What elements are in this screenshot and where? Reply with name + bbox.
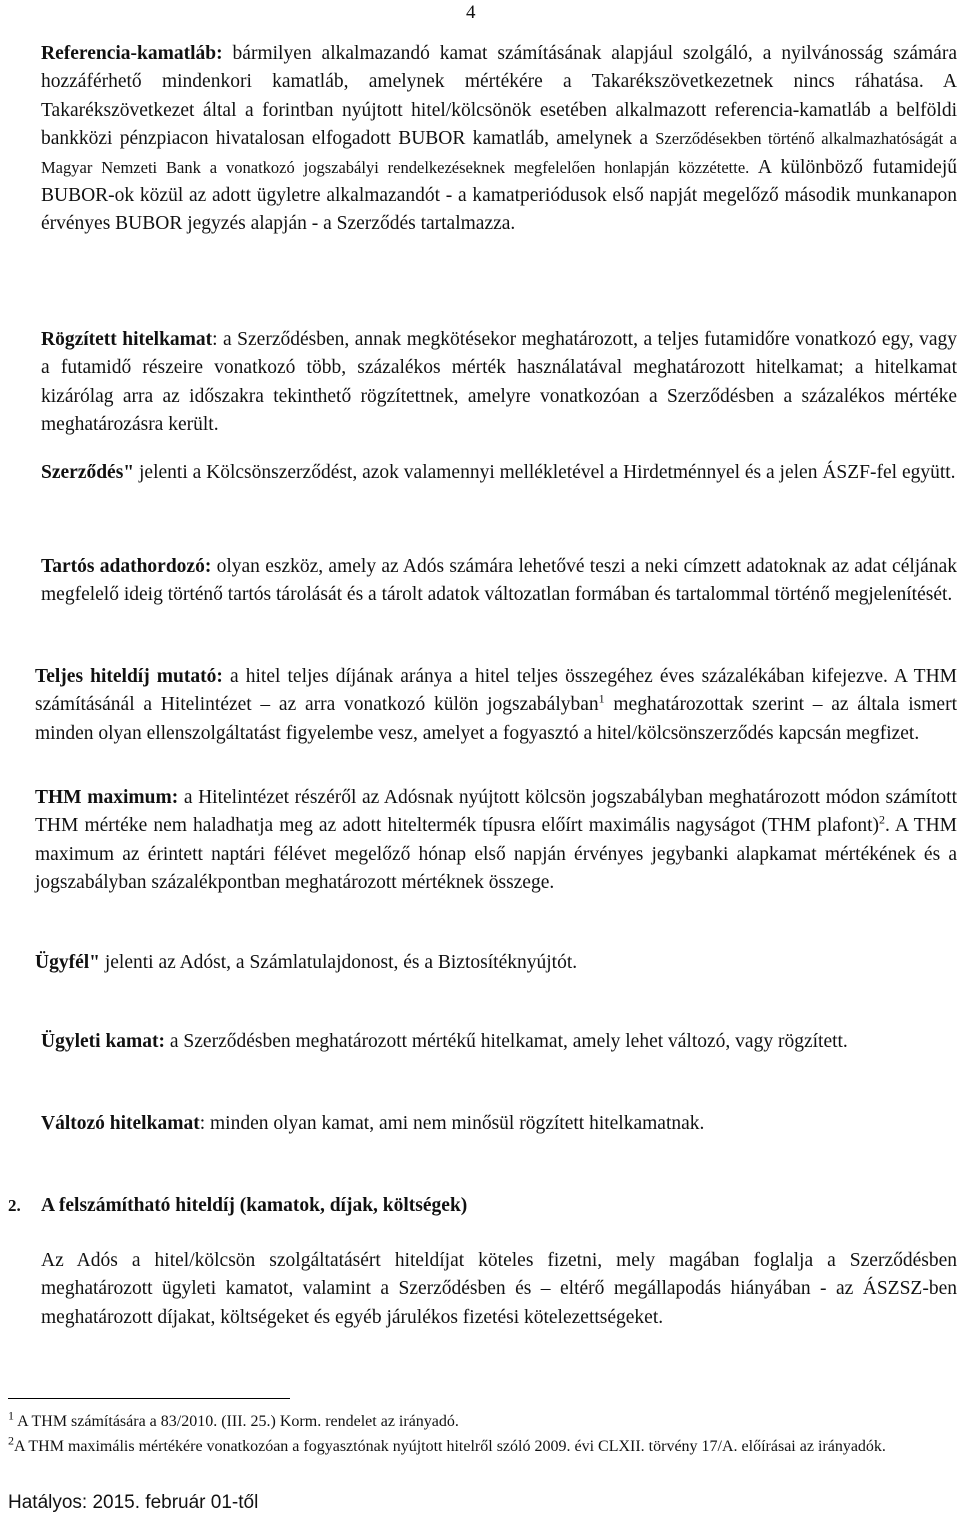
definition-ugyleti-kamat [41,1028,957,1056]
definition-valtozo-hitelkamat [41,1110,957,1138]
definition-text: bármilyen alkalmazandó kamat számításának alapjául szolgáló, a nyilvánosság számára hozzáférhető mindenkori kamatláb, amelynek mértékére a Takarékszövetkezetnek nincs ráhatása. A Takarékszövetkezet által a forintban nyújtott hitel/kölcsönök esetében alkalmazott referencia-kamatláb a belföldi bankközi pénzpiacon hivatalosan elfogadott BUBOR kamatláb, amelynek a [41,43,957,150]
page-number: 4 [466,2,476,23]
term: Ügyfél" [35,952,100,973]
definition-ugyfel [35,949,957,977]
footnote-1 [8,1409,956,1434]
term: Rögzített hitelkamat [41,329,213,350]
definition-text: a Hitelintézet részéről az Adósnak nyújtott kölcsön jogszabályban meghatározott módon számított THM mértéke nem haladhatja meg az adott hiteltermék típusra előírt maximális nagyságot (THM plafont) [35,787,957,837]
definition-szerzodes [41,459,957,487]
definition-text: olyan eszköz, amely az Adós számára lehetővé teszi a neki címzett adatoknak az adat céljának megfelelő ideig történő tartós tárolását és a tárolt adatok változatlan formában és tartalommal történő megjelenítését. [41,556,957,606]
term: Szerződés" [41,462,135,483]
definition-text: a Szerződésben meghatározott mértékű hitelkamat, amely lehet változó, vagy rögzített. [165,1031,848,1052]
section-number: 2. [8,1196,21,1215]
definition-referencia-kamatlab [41,40,957,239]
section-body: Az Adós a hitel/kölcsön szolgáltatásért hiteldíjat köteles fizetni, mely magában foglalja a Szerződésben meghatározott ügyleti kamatot, valamint a Szerződésben és – eltérő megállapodás hiányában - az ÁSZSZ-ben meghatározott díjakat, költségeket és egyéb járulékos fizetési kötelezettségeket. [41,1250,957,1328]
footnote-ref[interactable]: 1 [598,691,605,706]
definition-text: : minden olyan kamat, ami nem minősül rögzített hitelkamatnak. [199,1113,705,1134]
definition-teljes-hiteldij-mutato [35,663,957,748]
footnote-marker: 1 [8,1408,14,1423]
term: Változó hitelkamat [41,1113,200,1134]
footnote-marker: 2 [8,1433,14,1448]
footnote-ref[interactable]: 2 [878,812,885,827]
definition-text-continued: meghatározottak szerint – az általa ismert minden olyan ellenszolgáltatást figyelembe vesz, amelyet a fogyasztó a hitel/kölcsönszerződés kapcsán megfizet. [35,694,957,744]
term: Tartós adathordozó: [41,556,212,577]
definition-text: jelenti a Kölcsönszerződést, azok valamennyi mellékletével a Hirdetménnyel és a jelen ÁSZF-fel együtt. [134,462,956,483]
term: Ügyleti kamat: [41,1031,166,1052]
footnote-text: A THM számítására a 83/2010. (III. 25.) Korm. rendelet az irányadó. [14,1413,459,1430]
term: THM maximum: [35,787,179,808]
definition-rogzitett-hitelkamat [41,326,957,440]
definition-text-continued: . A THM maximum az érintett naptári félévet megelőző hónap első napján érvényes jegybanki alapkamat mértékének és a jogszabályban százalékpontban meghatározott mértéknek összege. [35,815,957,894]
section-title: A felszámítható hiteldíj (kamatok, díjak, költségek) [41,1195,468,1216]
footnote-2 [8,1434,956,1459]
footnote-text: A THM maximális mértékére vonatkozóan a fogyasztónak nyújtott hitelről szóló 2009. évi CLXII. törvény 17/A. előírásai az irányadók. [14,1438,886,1455]
term: Referencia-kamatláb: [41,43,223,64]
definition-tartos-adathordozo [41,553,957,610]
definition-thm-maximum [35,784,957,898]
definition-text: : a Szerződésben, annak megkötésekor meghatározott, a teljes futamidőre vonatkozó egy, vagy a futamidő részeire vonatkozó több, százalékos mérték használatával meghatározott hitelkamat; a hitelkamat kizárólag arra az időszakra tekinthető rögzítettnek, amelyre vonatkozóan a Szerződésben a százalékos mértéke meghatározásra került. [41,329,957,436]
term: Teljes hiteldíj mutató: [35,666,223,687]
definition-text: a hitel teljes díjának aránya a hitel teljes összegéhez éves százalékában kifejezve. A THM számításánál a Hitelintézet – az arra vonatkozó külön jogszabályban [35,666,957,716]
definition-text: jelenti az Adóst, a Számlatulajdonost, és a Biztosítéknyújtót. [99,952,578,973]
footnote-divider [8,1398,290,1399]
effective-date-footer: Hatályos: 2015. február 01-től [8,1492,259,1513]
definition-text-end: A különböző futamidejű BUBOR-ok közül az adott ügyletre alkalmazandót - a kamatperiódusok első napját megelőző második munkanapon érvényes BUBOR jegyzés alapján - a Szerződés tartalmazza. [41,156,957,235]
section-heading [8,1195,467,1217]
definition-text-small: Szerződésekben történő alkalmazhatóságát a Magyar Nemzeti Bank a vonatkozó jogszabályi rendelkezéseknek megfelelően honlapján közzétette. [41,129,957,177]
